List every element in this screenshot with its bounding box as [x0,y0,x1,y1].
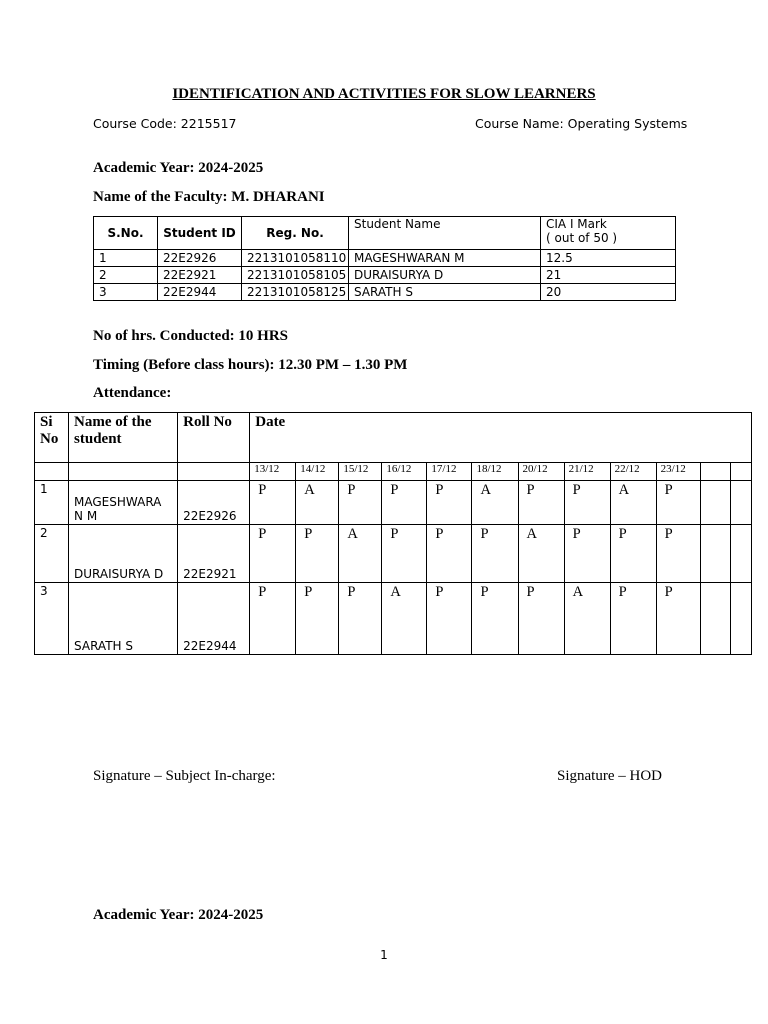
table-row [94,267,676,284]
signature-hod: Signature – HOD [557,768,662,784]
cell-cia-mark: 20 [541,284,676,301]
attendance-mark: A [610,481,656,525]
attendance-mark: P [656,525,700,583]
attendance-mark: P [656,583,700,655]
header-student-name: Student Name [349,217,541,250]
attendance-mark: P [339,481,382,525]
attendance-mark: P [296,583,339,655]
attendance-mark: A [472,481,518,525]
date-row [35,463,752,481]
header-sno: S.No. [94,217,158,250]
date-cell: 21/12 [564,463,610,481]
cell-sno: 2 [94,267,158,284]
row-sno: 3 [35,583,69,655]
attendance-row [35,583,752,655]
row-student-name: SARATH S [69,583,178,655]
row-roll-no: 22E2944 [178,583,250,655]
cell-cia-mark: 12.5 [541,250,676,267]
row-sno: 2 [35,525,69,583]
attendance-mark [730,583,751,655]
header-cia-mark-scale: ( out of 50 ) [546,231,618,245]
table-row [94,284,676,301]
faculty-name: Name of the Faculty: M. DHARANI [93,189,325,205]
cell-reg-no: 2213101058110 [242,250,349,267]
attendance-mark: A [296,481,339,525]
date-cell: 22/12 [610,463,656,481]
signature-subject-incharge: Signature – Subject In-charge: [93,768,276,784]
attendance-mark: P [250,525,296,583]
academic-year: Academic Year: 2024-2025 [93,160,264,176]
header-student-id: Student ID [158,217,242,250]
date-cell: 13/12 [250,463,296,481]
date-cell: 20/12 [518,463,564,481]
attendance-mark: P [564,481,610,525]
attendance-mark: P [427,525,472,583]
student-marks-table [93,216,676,301]
date-cell: 16/12 [382,463,427,481]
date-cell: 17/12 [427,463,472,481]
cell-reg-no: 2213101058125 [242,284,349,301]
attendance-mark: A [339,525,382,583]
attendance-mark: P [382,481,427,525]
page-title: IDENTIFICATION AND ACTIVITIES FOR SLOW LEARNERS [172,86,596,102]
attendance-mark: A [564,583,610,655]
table-row [94,250,676,267]
attendance-mark: A [382,583,427,655]
attendance-mark [730,525,751,583]
attendance-mark: P [472,525,518,583]
attendance-mark [730,481,751,525]
course-code: Course Code: 2215517 [93,116,237,131]
attendance-mark: P [656,481,700,525]
cell-student-name: MAGESHWARAN M [349,250,541,267]
attendance-mark: P [610,525,656,583]
header-cia-mark [541,217,676,250]
attendance-mark [700,481,730,525]
row-student-name: DURAISURYA D [69,525,178,583]
attendance-mark: P [427,481,472,525]
row-sno: 1 [35,481,69,525]
date-cell: 15/12 [339,463,382,481]
cell-student-id: 22E2921 [158,267,242,284]
attendance-mark: P [564,525,610,583]
header-roll-no: Roll No [178,413,250,463]
attendance-mark: P [518,583,564,655]
attendance-row [35,481,752,525]
cell-cia-mark: 21 [541,267,676,284]
cell-student-id: 22E2944 [158,284,242,301]
attendance-mark: P [339,583,382,655]
header-cia-mark-label: CIA I Mark [546,217,607,231]
attendance-mark: P [518,481,564,525]
date-cell [700,463,730,481]
cell-student-name: DURAISURYA D [349,267,541,284]
attendance-mark: P [427,583,472,655]
attendance-mark: P [250,481,296,525]
attendance-mark: P [472,583,518,655]
date-cell: 18/12 [472,463,518,481]
hours-conducted: No of hrs. Conducted: 10 HRS [93,328,289,344]
date-cell: 23/12 [656,463,700,481]
cell-reg-no: 2213101058105 [242,267,349,284]
table-header-row [94,217,676,250]
attendance-mark: P [610,583,656,655]
header-student-name: Name of the student [69,413,178,463]
attendance-label: Attendance: [93,385,172,401]
attendance-mark [700,583,730,655]
academic-year-repeat: Academic Year: 2024-2025 [93,907,264,923]
attendance-table [34,412,752,655]
date-cell: 14/12 [296,463,339,481]
attendance-mark: P [250,583,296,655]
attendance-header-row [35,413,752,463]
attendance-mark: P [382,525,427,583]
attendance-mark [700,525,730,583]
attendance-mark: P [296,525,339,583]
page-number: 1 [380,948,388,962]
cell-sno: 3 [94,284,158,301]
attendance-mark: A [518,525,564,583]
header-date: Date [250,413,752,463]
cell-student-name: SARATH S [349,284,541,301]
course-name: Course Name: Operating Systems [475,116,688,131]
row-student-name: MAGESHWARA N M [69,481,178,525]
class-timing: Timing (Before class hours): 12.30 PM – 1.30 PM [93,357,408,373]
date-cell [730,463,751,481]
row-roll-no: 22E2921 [178,525,250,583]
cell-sno: 1 [94,250,158,267]
row-roll-no: 22E2926 [178,481,250,525]
header-si-no: Si No [35,413,69,463]
header-reg-no: Reg. No. [242,217,349,250]
cell-student-id: 22E2926 [158,250,242,267]
attendance-row [35,525,752,583]
